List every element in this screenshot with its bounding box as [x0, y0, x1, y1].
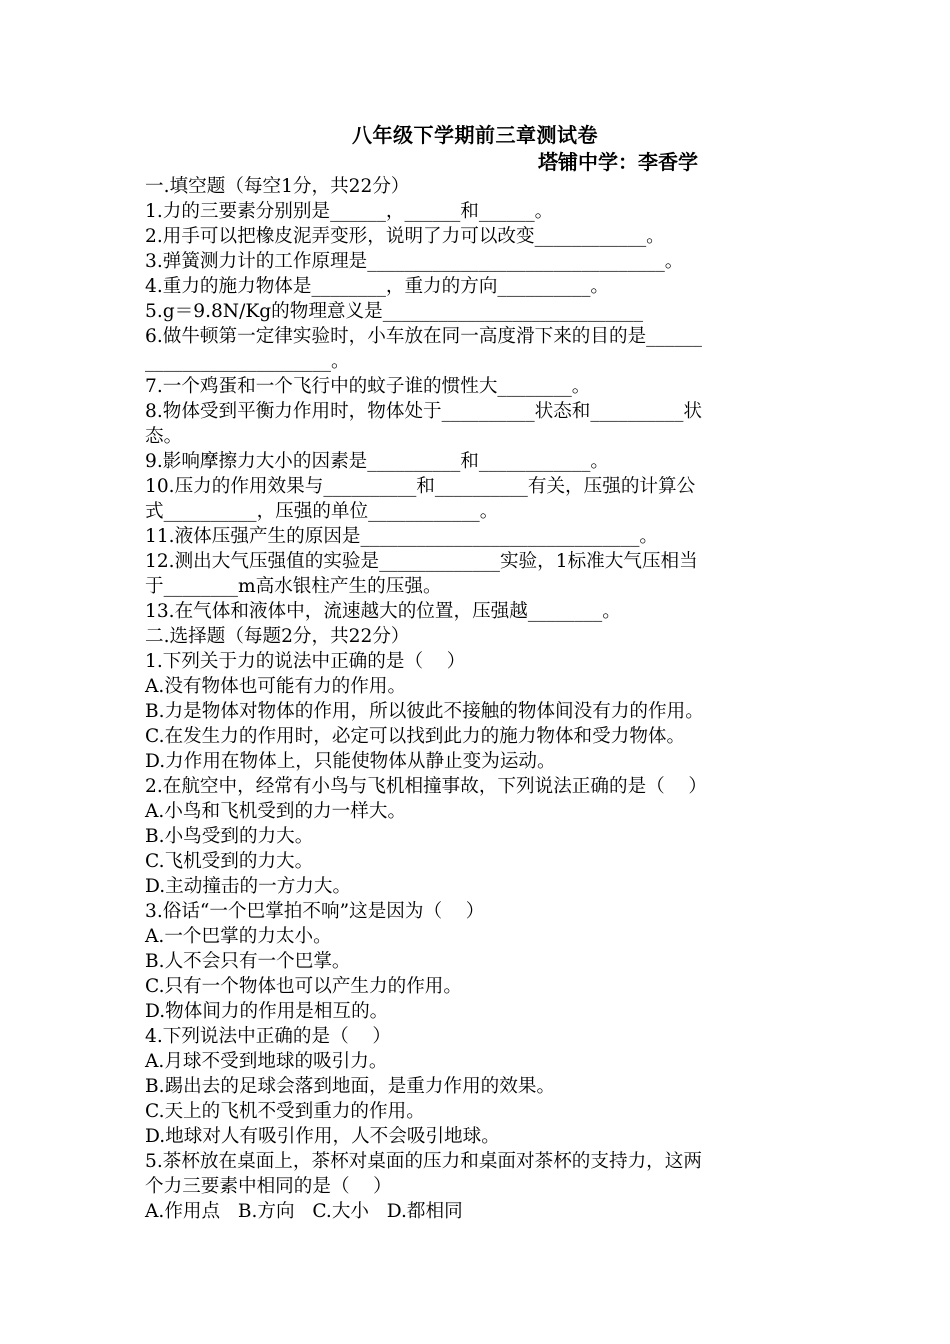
- question-line: 3.弹簧测力计的工作原理是________________________________。: [145, 251, 684, 272]
- question-line: 于________m高水银柱产生的压强。: [145, 576, 442, 597]
- question-line: 10.压力的作用效果与__________和__________有关，压强的计算公: [145, 476, 696, 497]
- option-line: A.小鸟和飞机受到的力一样大。: [145, 801, 407, 822]
- question-line: 3.俗话“一个巴掌拍不响”这是因为（ ）: [145, 901, 485, 922]
- exam-body: [145, 174, 815, 1224]
- question-line: 态。: [145, 426, 183, 447]
- question-line: 4.下列说法中正确的是（ ）: [145, 1026, 391, 1047]
- option-line: B.力是物体对物体的作用，所以彼此不接触的物体间没有力的作用。: [145, 701, 704, 722]
- option-line: A.一个巴掌的力太小。: [145, 926, 332, 947]
- option-line: D.主动撞击的一方力大。: [145, 876, 352, 897]
- question-line: 7.一个鸡蛋和一个飞行中的蚊子谁的惯性大________。: [145, 376, 591, 397]
- section-heading: 一.填空题（每空1分，共22分）: [145, 176, 410, 197]
- option-line: A.没有物体也可能有力的作用。: [145, 676, 407, 697]
- question-line: 2.在航空中，经常有小鸟与飞机相撞事故，下列说法正确的是（ ）: [145, 776, 708, 797]
- option-line: C.在发生力的作用时，必定可以找到此力的施力物体和受力物体。: [145, 726, 686, 747]
- question-line: 12.测出大气压强值的实验是_____________实验，1标准大气压相当: [145, 551, 698, 572]
- option-line: C.飞机受到的力大。: [145, 851, 314, 872]
- option-line: A.作用点 B.方向 C.大小 D.都相同: [145, 1201, 463, 1222]
- question-line: 2.用手可以把橡皮泥弄变形，说明了力可以改变____________。: [145, 226, 665, 247]
- question-line: 式__________，压强的单位____________。: [145, 501, 499, 522]
- question-line: 个力三要素中相同的是（ ）: [145, 1176, 392, 1197]
- question-line: 4.重力的施力物体是________，重力的方向__________。: [145, 276, 609, 297]
- question-line: 11.液体压强产生的原因是______________________________。: [145, 526, 659, 547]
- question-line: 1.下列关于力的说法中正确的是（ ）: [145, 651, 466, 672]
- option-line: A.月球不受到地球的吸引力。: [145, 1051, 388, 1072]
- question-line: 6.做牛顿第一定律实验时，小车放在同一高度滑下来的目的是______: [145, 326, 702, 347]
- section-heading: 二.选择题（每题2分，共22分）: [145, 626, 410, 647]
- option-line: D.力作用在物体上，只能使物体从静止变为运动。: [145, 751, 556, 772]
- page-title: 八年级下学期前三章测试卷: [352, 123, 598, 147]
- option-line: C.只有一个物体也可以产生力的作用。: [145, 976, 462, 997]
- question-line: ____________________。: [145, 351, 350, 372]
- option-line: C.天上的飞机不受到重力的作用。: [145, 1101, 425, 1122]
- question-line: 1.力的三要素分别别是______，______和______。: [145, 201, 554, 222]
- option-line: B.人不会只有一个巴掌。: [145, 951, 351, 972]
- option-line: D.地球对人有吸引作用，人不会吸引地球。: [145, 1126, 500, 1147]
- question-line: 8.物体受到平衡力作用时，物体处于__________状态和__________状: [145, 401, 702, 422]
- option-line: B.踢出去的足球会落到地面，是重力作用的效果。: [145, 1076, 556, 1097]
- option-line: B.小鸟受到的力大。: [145, 826, 314, 847]
- question-line: 13.在气体和液体中，流速越大的位置，压强越________。: [145, 601, 621, 622]
- question-line: 9.影响摩擦力大小的因素是__________和____________。: [145, 451, 609, 472]
- question-line: 5.g＝9.8N/Kg的物理意义是____________________________: [145, 301, 644, 322]
- question-line: 5.茶杯放在桌面上，茶杯对桌面的压力和桌面对茶杯的支持力，这两: [145, 1151, 702, 1172]
- author-line: 塔铺中学：李香学: [538, 150, 698, 174]
- option-line: D.物体间力的作用是相互的。: [145, 1001, 389, 1022]
